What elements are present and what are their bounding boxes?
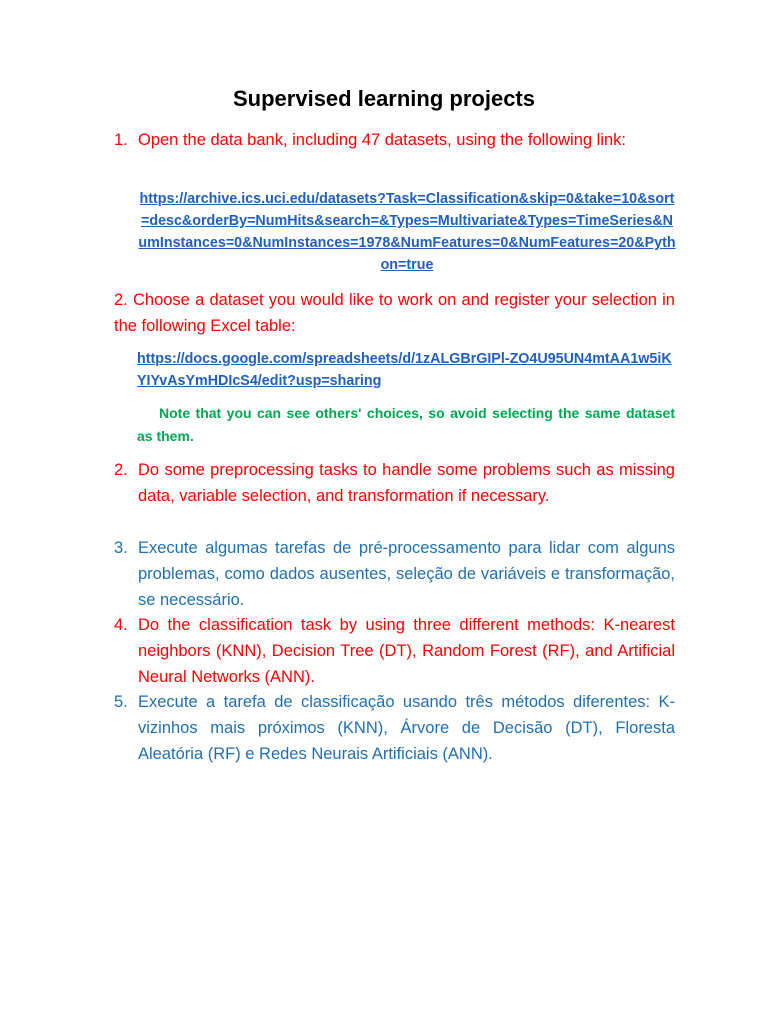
list-item-5 (114, 612, 675, 690)
list-item-text: Choose a dataset you would like to work on and register your selection in the following Excel table: (114, 291, 675, 335)
list-item-4 (114, 535, 675, 613)
google-sheet-link[interactable]: https://docs.google.com/spreadsheets/d/1zALGBrGIPl-ZO4U95UN4mtAA1w5iKYIYvAsYmHDIcS4/edit?usp=sharing (137, 351, 672, 389)
list-item-number: 2. (114, 291, 128, 309)
page-title: Supervised learning projects (233, 86, 535, 111)
list-item-number: 1. (114, 131, 128, 149)
list-item-6 (114, 689, 675, 767)
list-item-number: 4. (114, 616, 128, 634)
list-item-3 (114, 457, 675, 509)
list-item-number: 2. (114, 461, 128, 479)
list-item-number: 3. (114, 539, 128, 557)
list-item-text: Do the classification task by using three different methods: K-nearest neighbors (KNN), Decision Tree (DT), Random Forest (RF), and Artificial Neural Networks (ANN). (138, 616, 675, 686)
list-item-text: Execute algumas tarefas de pré-processamento para lidar com alguns problemas, como dados ausentes, seleção de variáveis e transformação, se necessário. (138, 539, 675, 609)
list-item-number: 5. (114, 693, 128, 711)
note-text: Note that you can see others' choices, so avoid selecting the same dataset as them. (137, 405, 675, 444)
list-item-2 (114, 287, 675, 339)
uci-datasets-link[interactable]: https://archive.ics.uci.edu/datasets?Task=Classification&skip=0&take=10&sort=desc&orderBy=NumHits&search=&Types=Multivariate&Types=TimeSeries&NumInstances=0&NumInstances=1978&NumFeatures=0&NumFeatures=20&Python=true (138, 191, 676, 273)
list-item-text: Open the data bank, including 47 datasets, using the following link: (138, 131, 626, 149)
list-item-1 (114, 127, 675, 153)
list-item-text: Do some preprocessing tasks to handle some problems such as missing data, variable selection, and transformation if necessary. (138, 461, 675, 505)
list-item-text: Execute a tarefa de classificação usando três métodos diferentes: K-vizinhos mais próximos (KNN), Árvore de Decisão (DT), Floresta Aleatória (RF) e Redes Neurais Artificiais (ANN). (138, 693, 675, 763)
